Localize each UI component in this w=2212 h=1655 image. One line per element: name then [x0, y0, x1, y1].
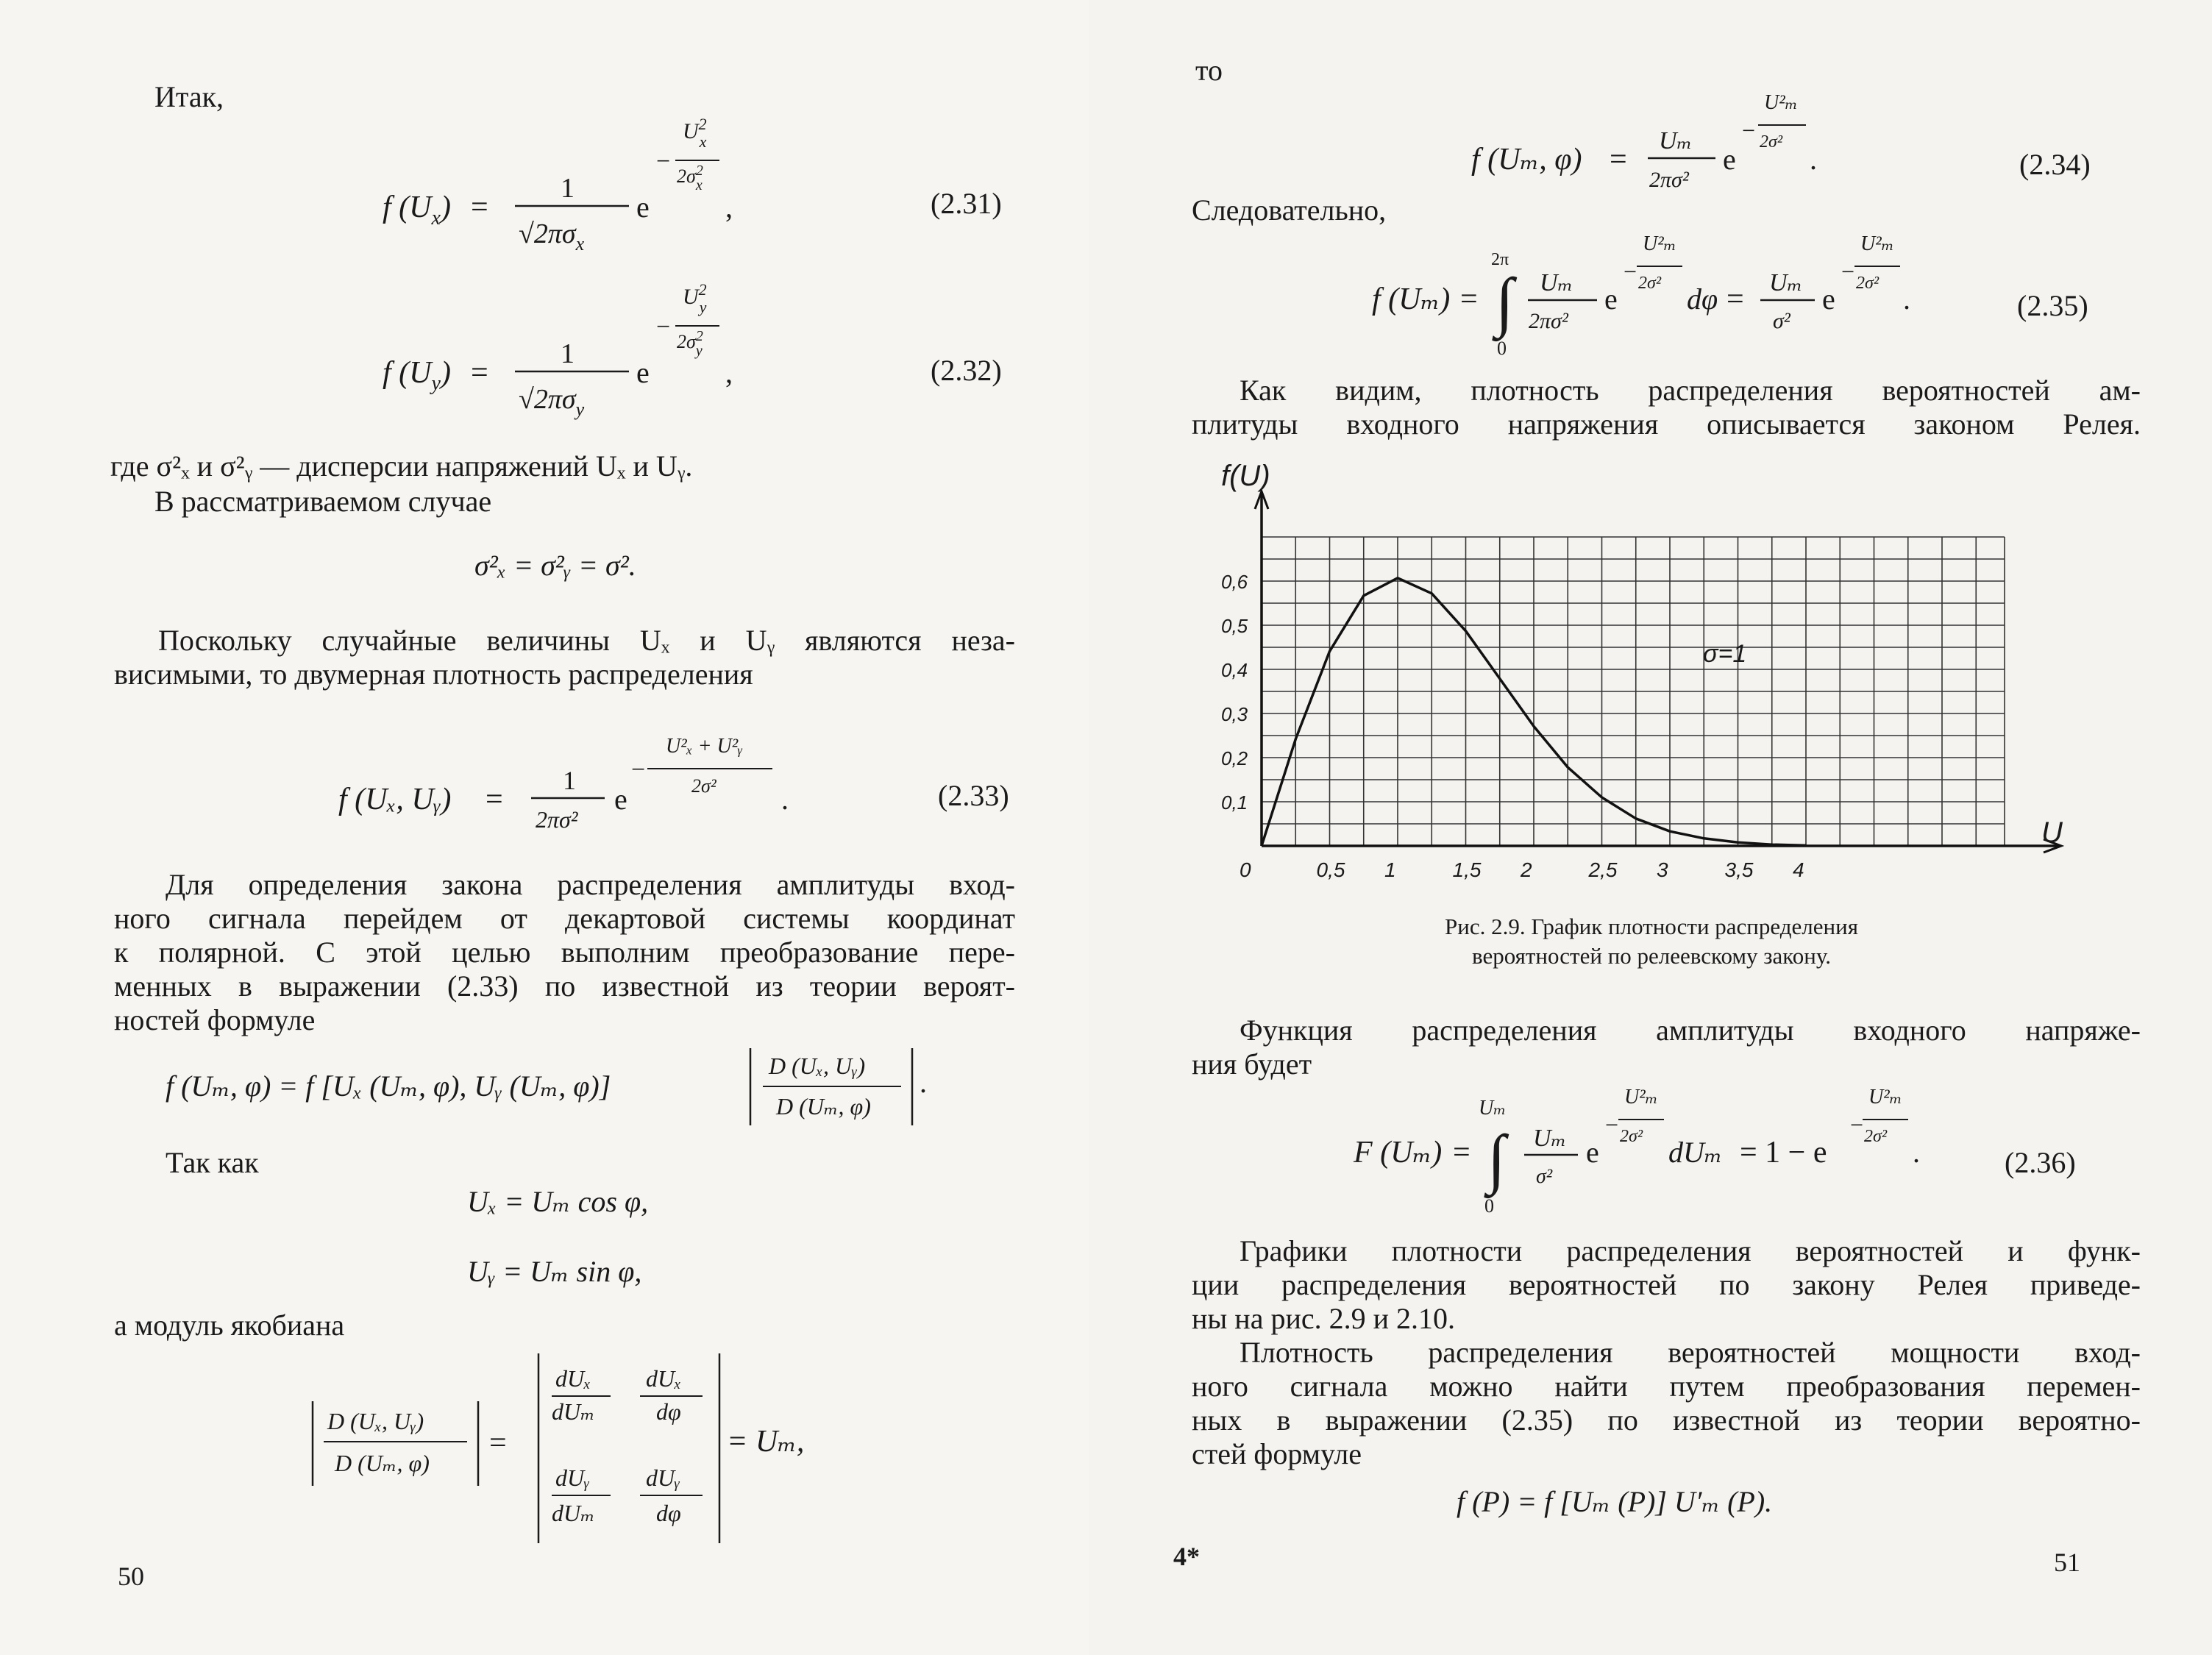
figure-caption [1357, 912, 1946, 971]
svg-text:Uₘ: Uₘ [1769, 269, 1803, 296]
svg-text:e: e [1723, 143, 1736, 176]
paragraph-line: ния будет [1192, 1047, 1312, 1081]
svg-text:−: − [1624, 258, 1637, 285]
svg-text:2πσ²: 2πσ² [1649, 168, 1689, 192]
svg-text:2σ²: 2σ² [691, 775, 716, 797]
x-tick-label: 2 [1521, 858, 1532, 881]
svg-text:−: − [1742, 117, 1756, 143]
svg-text:−: − [631, 756, 646, 783]
svg-text:f (Ux): f $(U_x)$ [383, 191, 451, 229]
svg-text:−: − [656, 148, 671, 175]
integral-sign: ∫ [1496, 266, 1514, 338]
integral-sign: ∫ [1487, 1122, 1506, 1195]
svg-text:e: e [636, 356, 650, 389]
svg-text:= Uₘ,: = Uₘ, [727, 1425, 805, 1459]
paragraph-line: стей формуле [1192, 1437, 1362, 1470]
svg-text:0: 0 [1484, 1195, 1494, 1217]
y-tick-label: 0,2 [1221, 747, 1248, 769]
y-axis-label: f(U) [1221, 460, 1270, 492]
svg-text:U2y: $U^2$ y [683, 280, 707, 316]
x-axis-label: U [2041, 816, 2063, 849]
equation-2-32 [368, 276, 780, 430]
svg-text:=: = [1453, 1136, 1470, 1170]
svg-text:U²ₘ: U²ₘ [1868, 1086, 1902, 1108]
paragraph-line: менных в выражении (2.33) по известной из теории вероят- [114, 969, 1015, 1003]
svg-text:D (Uₓ, Uᵧ): D (Uₓ, Uᵧ) [327, 1408, 424, 1434]
svg-text:.: . [1903, 282, 1910, 316]
paragraph-line: Графики плотности распределения вероятностей и функ- [1240, 1234, 2141, 1267]
svg-text:e: e [1822, 282, 1835, 316]
paragraph-line: Функция распределения амплитуды входного напряже- [1240, 1014, 2141, 1047]
svg-text:,: , [725, 191, 733, 224]
y-tick-label: 0,5 [1221, 615, 1248, 637]
y-tick-label: 0,4 [1221, 659, 1248, 681]
svg-text:dUₓ: dUₓ [646, 1365, 682, 1392]
x-tick-label: 3,5 [1724, 858, 1754, 881]
page-number-right: 51 [2054, 1548, 2080, 1577]
svg-text:σ²: σ² [1536, 1165, 1553, 1188]
equation-number-2-33: (2.33) [938, 779, 1009, 812]
svg-text:1: 1 [561, 173, 575, 204]
paragraph-line: ностей формуле [114, 1003, 316, 1036]
paragraph-line: ного сигнала можно найти путем преобразования перемен- [1192, 1370, 2141, 1403]
equation-ux: Uₓ = Uₘ cos φ, [467, 1185, 649, 1218]
left-page [0, 0, 1089, 1655]
svg-text:dUᵧ: dUᵧ [555, 1464, 590, 1491]
svg-text:0: 0 [1497, 338, 1507, 359]
svg-text:f (Uₘ): f (Uₘ) [1372, 282, 1451, 316]
svg-text:e: e [1586, 1136, 1599, 1169]
svg-text:2πσ²: 2πσ² [1529, 309, 1568, 333]
equation-2-34 [1471, 88, 1883, 199]
x-tick-label: 0,5 [1316, 858, 1345, 881]
equation-2-31 [368, 110, 780, 265]
svg-text:.: . [781, 783, 789, 816]
case-line: В рассматриваемом случае [154, 485, 492, 518]
paragraph-line: плитуды входного напряжения описывается законом Релея. [1192, 407, 2141, 441]
svg-text:dUₘ: dUₘ [552, 1500, 595, 1526]
paragraph-line: Как видим, плотность распределения вероятностей ам- [1240, 374, 2141, 407]
equation-jacobian [302, 1346, 861, 1552]
equation-number-2-35: (2.35) [2017, 289, 2088, 322]
paragraph-power [1192, 1336, 2141, 1471]
to-word: то [1195, 54, 1223, 87]
equation-transform [166, 1033, 975, 1136]
caption-line: Рис. 2.9. График плотности распределения [1445, 914, 1858, 939]
equation-uy: Uᵧ = Uₘ sin φ, [467, 1255, 642, 1288]
svg-text:−: − [1841, 258, 1855, 285]
svg-text:U2x: $U^2$ x [683, 115, 707, 151]
svg-text:,: , [725, 356, 733, 389]
equation-power: f (P) = f [Uₘ (P)] U′ₘ (P). [1457, 1485, 1773, 1518]
svg-text:=: = [471, 356, 488, 390]
svg-text:dUₓ: dUₓ [555, 1365, 591, 1392]
svg-text:dφ: dφ [1687, 282, 1718, 316]
svg-text:U²ₘ: U²ₘ [1643, 232, 1676, 255]
svg-text:e: e [1604, 282, 1618, 316]
svg-text:e: e [614, 783, 627, 816]
svg-text:Uₘ: Uₘ [1540, 269, 1573, 296]
equation-2-33 [331, 725, 817, 850]
sigma-equality: σ²ₓ = σ²ᵧ = σ². [474, 549, 636, 582]
paragraph-line: Поскольку случайные величины Uₓ и Uᵧ являются неза- [158, 624, 1015, 657]
svg-text:=: = [1460, 282, 1478, 316]
paragraph-line: ции распределения вероятностей по закону Релея приведе- [1192, 1268, 2141, 1301]
paragraph-independent [114, 624, 1015, 691]
svg-text:2σ²: 2σ² [1620, 1127, 1643, 1146]
svg-text:f (Uₘ, φ) = f [Uₓ (Uₘ, φ), U: f (Uₘ, φ) = f [Uₓ (Uₘ, φ), Uᵧ (Uₘ, φ)] [166, 1069, 611, 1103]
svg-text:U²ₘ: U²ₘ [1624, 1086, 1658, 1108]
x-tick-label: 0 [1240, 858, 1251, 881]
svg-text:dφ: dφ [656, 1500, 681, 1526]
caption-line: вероятностей по релеевскому закону. [1472, 943, 1831, 969]
svg-text:=: = [486, 783, 503, 816]
svg-text:σ²: σ² [1773, 309, 1790, 333]
svg-text:√2πσx: $√2\pi\sigma_x$ [519, 218, 585, 255]
svg-text:=: = [471, 191, 488, 224]
chart-axes [1255, 491, 2061, 853]
paragraph-line: ны на рис. 2.9 и 2.10. [1192, 1302, 1456, 1335]
chart-tick-labels [1221, 571, 1804, 881]
equation-2-36 [1354, 1081, 1986, 1221]
svg-text:U²ₘ: U²ₘ [1764, 91, 1798, 114]
paragraph-line: Для определения закона распределения амплитуды вход- [166, 868, 1015, 901]
svg-text:−: − [1605, 1111, 1619, 1138]
svg-text:D (Uₘ, φ): D (Uₘ, φ) [776, 1093, 871, 1120]
intro-word: Итак, [154, 80, 224, 113]
page-number-left: 50 [118, 1562, 144, 1591]
svg-text:=: = [489, 1426, 507, 1460]
x-tick-label: 4 [1793, 858, 1804, 881]
paragraph-graphs [1192, 1234, 2141, 1336]
svg-text:.: . [1810, 143, 1817, 176]
svg-text:−: − [656, 313, 671, 341]
svg-text:Uₘ: Uₘ [1533, 1125, 1567, 1152]
svg-text:f (Uy): f $(U_y)$ [383, 356, 451, 395]
svg-text:2σ²: 2σ² [1856, 274, 1880, 293]
svg-text:dUₘ: dUₘ [552, 1398, 595, 1425]
paragraph-polar [114, 868, 1015, 1037]
svg-text:U²ₓ + U²ᵧ: U²ₓ + U²ᵧ [666, 735, 743, 758]
equation-number-2-34: (2.34) [2019, 148, 2091, 181]
svg-text:2σ²: 2σ² [1760, 132, 1783, 152]
y-tick-label: 0,1 [1221, 791, 1248, 814]
svg-text:Uₘ: Uₘ [1479, 1097, 1507, 1120]
svg-text:√2πσy: $√2\pi\sigma_y$ [519, 384, 585, 420]
paragraph-line: к полярной. С этой целью выполним преобразование пере- [114, 936, 1015, 969]
svg-text:U²ₘ: U²ₘ [1860, 232, 1894, 255]
svg-text:Uₘ: Uₘ [1659, 127, 1693, 154]
sigma-annotation: σ=1 [1703, 640, 1747, 668]
svg-text:dUᵧ: dUᵧ [646, 1464, 680, 1491]
svg-text:dφ: dφ [656, 1398, 681, 1425]
paragraph-rayleigh [1192, 374, 2141, 441]
y-tick-label: 0,6 [1221, 571, 1248, 593]
chart-grid [1262, 537, 2005, 846]
svg-text:2σ2y: $2\sigma^2$ y [677, 328, 703, 359]
svg-text:2πσ²: 2πσ² [536, 806, 578, 833]
svg-text:1: 1 [563, 766, 576, 795]
paragraph-line: Плотность распределения вероятностей мощности вход- [1240, 1336, 2141, 1369]
svg-text:F (Uₘ): F (Uₘ) [1354, 1136, 1443, 1170]
x-tick-label: 2,5 [1588, 858, 1618, 881]
x-tick-label: 3 [1657, 858, 1668, 881]
rayleigh-density-chart [1221, 460, 2141, 890]
svg-text:e: e [636, 191, 650, 224]
svg-text:= 1 − e: = 1 − e [1740, 1136, 1827, 1170]
svg-text:2π: 2π [1491, 250, 1509, 269]
equation-number-2-32: (2.32) [931, 354, 1002, 387]
jacobian-line: а модуль якобиана [114, 1309, 345, 1342]
x-tick-label: 1 [1384, 858, 1396, 881]
svg-text:1: 1 [561, 338, 575, 369]
svg-text:f (Uₘ, φ): f (Uₘ, φ) [1471, 143, 1582, 177]
svg-text:D (Uₓ, Uᵧ): D (Uₓ, Uᵧ) [769, 1053, 866, 1079]
svg-text:=: = [1610, 143, 1627, 177]
svg-text:2σ²: 2σ² [1638, 274, 1662, 293]
svg-text:dUₘ: dUₘ [1668, 1136, 1723, 1169]
x-tick-label: 1,5 [1452, 858, 1482, 881]
paragraph-line: ных в выражении (2.35) по известной из теории вероятно- [1192, 1403, 2141, 1437]
svg-text:.: . [920, 1066, 927, 1099]
svg-text:−: − [1850, 1111, 1864, 1138]
equation-number-2-36: (2.36) [2005, 1146, 2076, 1179]
consequently-word: Следовательно, [1192, 193, 1387, 227]
svg-text:2σ2x: $2\sigma^2$ x [677, 163, 703, 193]
paragraph-line: ного сигнала перейдем от декартовой системы координат [114, 902, 1015, 935]
y-tick-label: 0,3 [1221, 703, 1248, 725]
svg-text:=: = [1726, 282, 1744, 316]
paragraph-line: висимыми, то двумерная плотность распределения [114, 658, 753, 691]
equation-number-2-31: (2.31) [931, 187, 1002, 220]
svg-text:D (Uₘ, φ): D (Uₘ, φ) [335, 1450, 430, 1476]
signature-mark: 4* [1173, 1542, 1200, 1571]
where-line: где σ²ₓ и σ²ᵧ — дисперсии напряжений Uₓ и Uᵧ. [110, 449, 693, 483]
paragraph-function [1192, 1014, 2141, 1081]
svg-text:.: . [1913, 1136, 1920, 1169]
svg-text:f (Uₓ, Uᵧ): f (Uₓ, Uᵧ) [338, 783, 452, 816]
equation-2-35 [1372, 228, 1997, 360]
svg-text:2σ²: 2σ² [1864, 1127, 1888, 1146]
since-line: Так как [166, 1146, 259, 1179]
